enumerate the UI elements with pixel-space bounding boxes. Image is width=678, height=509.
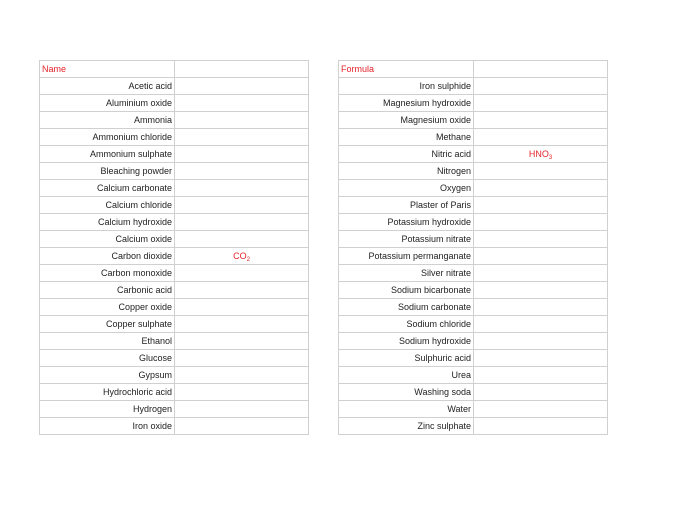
- formula-cell[interactable]: [474, 78, 608, 95]
- compound-name-cell[interactable]: Nitrogen: [339, 163, 474, 180]
- formula-cell[interactable]: [474, 112, 608, 129]
- formula-cell[interactable]: [474, 95, 608, 112]
- compound-name-cell[interactable]: Bleaching powder: [40, 163, 175, 180]
- compound-name-cell[interactable]: Potassium permanganate: [339, 248, 474, 265]
- formula-cell[interactable]: [175, 78, 309, 95]
- formula-cell[interactable]: [474, 248, 608, 265]
- compound-name-cell[interactable]: Carbon monoxide: [40, 265, 175, 282]
- header-empty-cell[interactable]: [474, 61, 608, 78]
- header-cell[interactable]: Name: [40, 61, 175, 78]
- formula-cell[interactable]: [175, 333, 309, 350]
- formula-cell[interactable]: [474, 214, 608, 231]
- compound-name-cell[interactable]: Washing soda: [339, 384, 474, 401]
- compound-name-cell[interactable]: Oxygen: [339, 180, 474, 197]
- formula-cell[interactable]: [474, 333, 608, 350]
- formula-cell[interactable]: [175, 265, 309, 282]
- table-row: [40, 265, 309, 282]
- table-row: [40, 282, 309, 299]
- table-row: [40, 78, 309, 95]
- compound-name-cell[interactable]: Carbonic acid: [40, 282, 175, 299]
- formula-cell[interactable]: [175, 180, 309, 197]
- table-row: [339, 282, 608, 299]
- compound-name-cell[interactable]: Ammonium sulphate: [40, 146, 175, 163]
- formula-cell[interactable]: [175, 146, 309, 163]
- formula-cell[interactable]: [474, 350, 608, 367]
- formula-cell[interactable]: [175, 197, 309, 214]
- right-table: [338, 60, 608, 435]
- table-row: [40, 95, 309, 112]
- table-row: [339, 163, 608, 180]
- formula-cell[interactable]: [175, 367, 309, 384]
- left-table: [39, 60, 309, 435]
- compound-name-cell[interactable]: Magnesium oxide: [339, 112, 474, 129]
- table-row: [40, 146, 309, 163]
- table-row: [40, 401, 309, 418]
- formula-cell[interactable]: [474, 299, 608, 316]
- table-row: [339, 401, 608, 418]
- compound-name-cell[interactable]: Potassium hydroxide: [339, 214, 474, 231]
- formula-cell[interactable]: [175, 231, 309, 248]
- formula-cell[interactable]: [175, 316, 309, 333]
- table-row: [40, 163, 309, 180]
- compound-name-cell[interactable]: Hydrogen: [40, 401, 175, 418]
- compound-name-cell[interactable]: Ammonia: [40, 112, 175, 129]
- table-header-row: [40, 61, 309, 78]
- formula-cell[interactable]: [175, 95, 309, 112]
- compound-name-cell[interactable]: Sulphuric acid: [339, 350, 474, 367]
- formula-cell[interactable]: [474, 418, 608, 435]
- table-row: [40, 214, 309, 231]
- table-row: [339, 95, 608, 112]
- header-cell[interactable]: Formula: [339, 61, 474, 78]
- formula-cell[interactable]: [175, 248, 309, 265]
- formula-cell[interactable]: [175, 384, 309, 401]
- compound-name-cell[interactable]: Ammonium chloride: [40, 129, 175, 146]
- table-row: [339, 384, 608, 401]
- formula-subscript: 3: [548, 155, 553, 161]
- compound-name-cell[interactable]: Ethanol: [40, 333, 175, 350]
- compound-name-cell[interactable]: Sodium chloride: [339, 316, 474, 333]
- formula-cell[interactable]: [175, 112, 309, 129]
- formula-cell[interactable]: [175, 129, 309, 146]
- table-row: [339, 146, 608, 163]
- table-row: [339, 197, 608, 214]
- table-row: [40, 231, 309, 248]
- table-row: [339, 299, 608, 316]
- formula-cell[interactable]: [474, 367, 608, 384]
- formula-cell[interactable]: [175, 214, 309, 231]
- compound-name-cell[interactable]: Glucose: [40, 350, 175, 367]
- table-row: [40, 299, 309, 316]
- formula-cell[interactable]: [474, 129, 608, 146]
- compound-name-cell[interactable]: Calcium carbonate: [40, 180, 175, 197]
- formula-cell[interactable]: [175, 350, 309, 367]
- compound-name-cell[interactable]: Sodium bicarbonate: [339, 282, 474, 299]
- formula-cell[interactable]: [474, 231, 608, 248]
- compound-name-cell[interactable]: Urea: [339, 367, 474, 384]
- formula-cell[interactable]: [474, 265, 608, 282]
- compound-name-cell[interactable]: Potassium nitrate: [339, 231, 474, 248]
- compound-name-cell[interactable]: Calcium hydroxide: [40, 214, 175, 231]
- compound-name-cell[interactable]: Copper sulphate: [40, 316, 175, 333]
- table-row: [40, 367, 309, 384]
- formula-cell[interactable]: [474, 163, 608, 180]
- compound-name-cell[interactable]: Silver nitrate: [339, 265, 474, 282]
- table-row: [40, 129, 309, 146]
- compound-name-cell[interactable]: Gypsum: [40, 367, 175, 384]
- table-row: [339, 112, 608, 129]
- formula-cell[interactable]: [474, 180, 608, 197]
- formula-cell[interactable]: [474, 316, 608, 333]
- compound-name-cell[interactable]: Carbon dioxide: [40, 248, 175, 265]
- compound-name-cell[interactable]: Sodium hydroxide: [339, 333, 474, 350]
- compound-name-cell[interactable]: Water: [339, 401, 474, 418]
- formula-text: HNO: [528, 149, 549, 159]
- formula-cell[interactable]: [175, 163, 309, 180]
- formula-cell[interactable]: [474, 282, 608, 299]
- formula-cell[interactable]: [474, 384, 608, 401]
- formula-cell[interactable]: [175, 418, 309, 435]
- formula-subscript: 2: [246, 257, 250, 263]
- table-row: [40, 418, 309, 435]
- table-row: [40, 197, 309, 214]
- formula-cell[interactable]: [474, 401, 608, 418]
- compound-name-cell[interactable]: Zinc sulphate: [339, 418, 474, 435]
- table-row: [40, 248, 309, 265]
- compound-name-cell[interactable]: Iron oxide: [40, 418, 175, 435]
- table-row: [339, 367, 608, 384]
- compound-name-cell[interactable]: Iron sulphide: [339, 78, 474, 95]
- table-row: [339, 129, 608, 146]
- table-row: [339, 78, 608, 95]
- table-row: [40, 350, 309, 367]
- formula-cell[interactable]: [175, 401, 309, 418]
- table-row: [40, 333, 309, 350]
- compound-name-cell[interactable]: Calcium chloride: [40, 197, 175, 214]
- table-row: [339, 316, 608, 333]
- table-row: [339, 214, 608, 231]
- formula-cell[interactable]: [474, 146, 608, 163]
- formula-cell[interactable]: [175, 282, 309, 299]
- table-header-row: [339, 61, 608, 78]
- header-empty-cell[interactable]: [175, 61, 309, 78]
- formula-cell[interactable]: [175, 299, 309, 316]
- table-row: [339, 418, 608, 435]
- table-row: [339, 231, 608, 248]
- compound-name-cell[interactable]: Calcium oxide: [40, 231, 175, 248]
- table-row: [40, 180, 309, 197]
- compound-name-cell[interactable]: Magnesium hydroxide: [339, 95, 474, 112]
- compound-name-cell[interactable]: Methane: [339, 129, 474, 146]
- compound-name-cell[interactable]: Sodium carbonate: [339, 299, 474, 316]
- compound-name-cell[interactable]: Hydrochloric acid: [40, 384, 175, 401]
- compound-name-cell[interactable]: Copper oxide: [40, 299, 175, 316]
- formula-cell[interactable]: [474, 197, 608, 214]
- table-row: [40, 316, 309, 333]
- table-row: [339, 350, 608, 367]
- formula-text: CO: [233, 251, 247, 261]
- table-row: [40, 384, 309, 401]
- table-row: [339, 333, 608, 350]
- table-row: [339, 265, 608, 282]
- table-row: [339, 248, 608, 265]
- table-row: [40, 112, 309, 129]
- compound-name-cell[interactable]: Acetic acid: [40, 78, 175, 95]
- compound-name-cell[interactable]: Nitric acid: [339, 146, 474, 163]
- compound-name-cell[interactable]: Aluminium oxide: [40, 95, 175, 112]
- table-row: [339, 180, 608, 197]
- compound-name-cell[interactable]: Plaster of Paris: [339, 197, 474, 214]
